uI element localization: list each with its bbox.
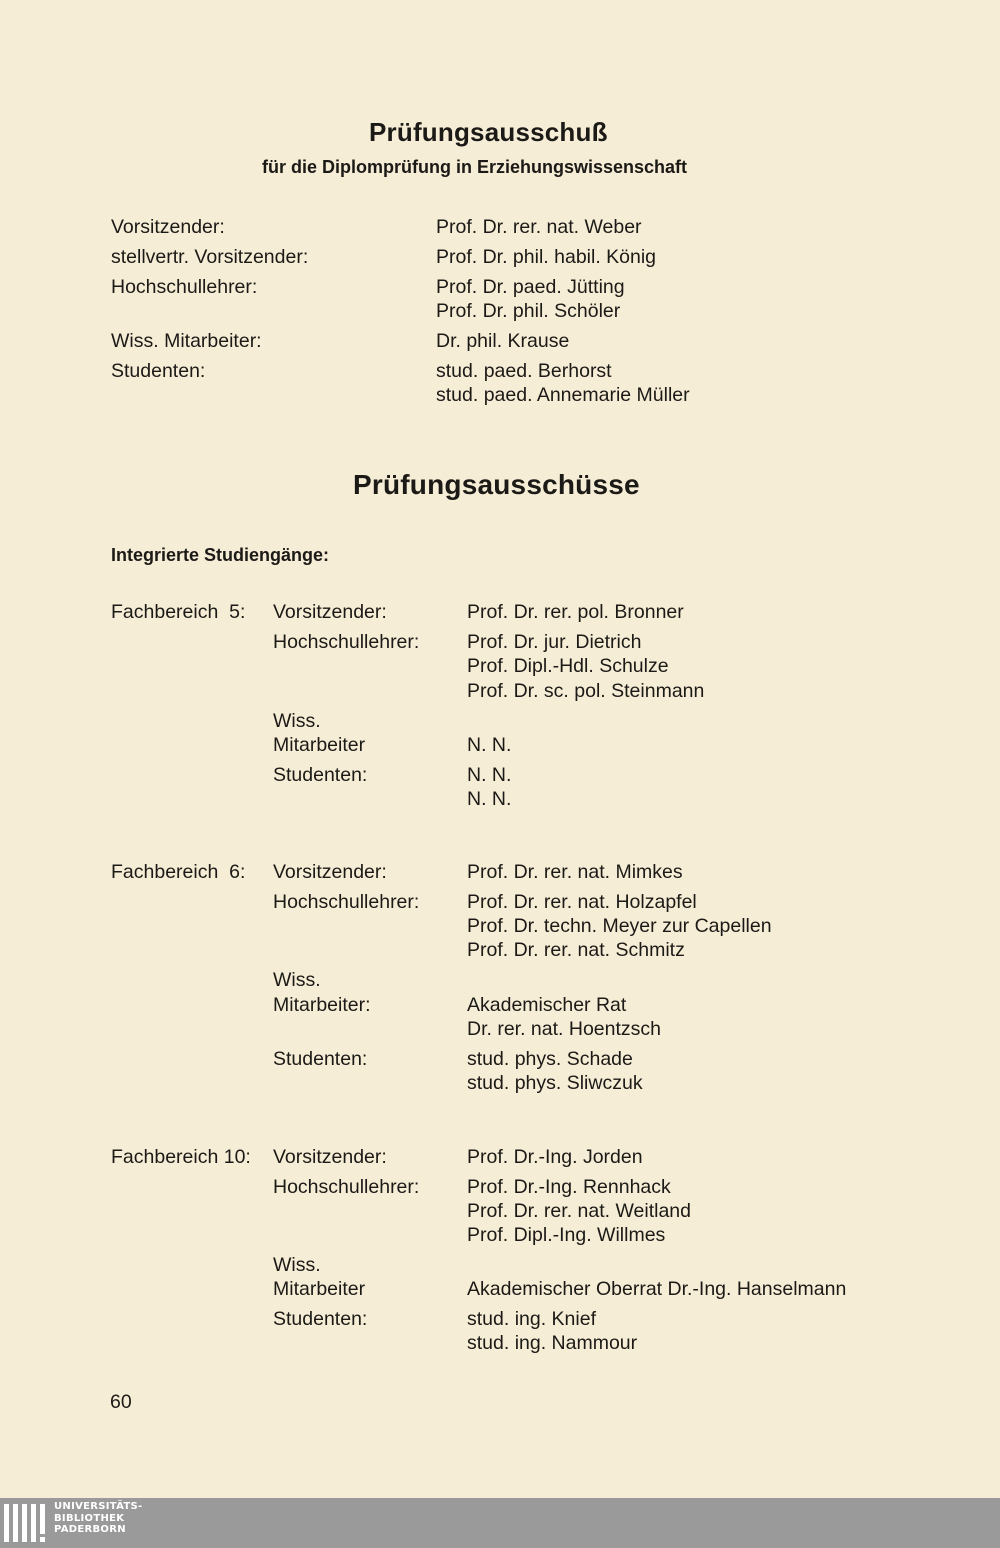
role-label: Studenten: [111,360,206,382]
committee-subtitle: für die Diplomprüfung in Erziehungswissenschaft [262,157,688,177]
role-label: Studenten: [273,1048,368,1070]
member-name: stud. paed. Berhorst [436,360,612,382]
member-name: Dr. phil. Krause [436,330,570,352]
role-label: Mitarbeiter: [273,994,371,1016]
role-label: Hochschullehrer: [273,891,420,913]
library-logo-icon [0,1498,52,1548]
committees-title: Prüfungsausschüsse [353,469,640,500]
member-name: stud. paed. Annemarie Müller [436,384,690,406]
role-label: Studenten: [273,1308,368,1330]
member-name: stud. ing. Knief [467,1308,596,1330]
section-label: Integrierte Studiengänge: [111,545,330,565]
page-number: 60 [110,1391,132,1413]
member-name: stud. phys. Schade [467,1048,633,1070]
member-name: Prof. Dr. phil. Schöler [436,300,621,322]
member-name: Prof. Dr. paed. Jütting [436,276,625,298]
department-label: Fachbereich 10: [111,1146,251,1168]
role-label: Wiss. Mitarbeiter: [111,330,262,352]
role-label: Vorsitzender: [273,601,387,623]
member-name: Prof. Dr. techn. Meyer zur Capellen [467,915,772,937]
role-label: Vorsitzender: [273,1146,387,1168]
role-label: Wiss. [273,1254,321,1276]
role-label: Wiss. [273,969,321,991]
role-label: Vorsitzender: [111,216,225,238]
role-label: Hochschullehrer: [273,1176,420,1198]
role-label: Studenten: [273,764,368,786]
member-name: Prof. Dipl.-Ing. Willmes [467,1224,666,1246]
committee-title: Prüfungsausschuß [369,117,608,147]
member-name: stud. ing. Nammour [467,1332,638,1354]
member-name: Prof. Dr. rer. nat. Mimkes [467,861,683,883]
role-label: Hochschullehrer: [273,631,420,653]
member-name: Prof. Dipl.-Hdl. Schulze [467,655,669,677]
member-name: Prof. Dr. rer. nat. Weitland [467,1200,691,1222]
member-name: N. N. [467,788,512,810]
member-name: N. N. [467,764,512,786]
member-name: Prof. Dr. jur. Dietrich [467,631,642,653]
department-label: Fachbereich 5: [111,601,246,623]
member-name: Prof. Dr. rer. pol. Bronner [467,601,684,623]
role-label: Hochschullehrer: [111,276,258,298]
member-name: Prof. Dr. rer. nat. Weber [436,216,642,238]
member-name: Prof. Dr. rer. nat. Schmitz [467,939,685,961]
role-label: Mitarbeiter [273,734,366,756]
role-label: Wiss. [273,710,321,732]
member-name: Akademischer Oberrat Dr.-Ing. Hanselmann [467,1278,847,1300]
member-name: Prof. Dr.-Ing. Rennhack [467,1176,671,1198]
member-name: Prof. Dr.-Ing. Jorden [467,1146,643,1168]
member-name: N. N. [467,734,512,756]
member-name: stud. phys. Sliwczuk [467,1072,643,1094]
department-label: Fachbereich 6: [111,861,246,883]
member-name: Prof. Dr. phil. habil. König [436,246,657,268]
role-label: stellvertr. Vorsitzender: [111,246,309,268]
member-name: Prof. Dr. sc. pol. Steinmann [467,680,705,702]
library-footer [0,1498,1000,1548]
library-logo-text: UNIVERSITÄTS- BIBLIOTHEK PADERBORN [54,1501,143,1535]
role-label: Mitarbeiter [273,1278,366,1300]
member-name: Dr. rer. nat. Hoentzsch [467,1018,662,1040]
member-name: Prof. Dr. rer. nat. Holzapfel [467,891,697,913]
member-name: Akademischer Rat [467,994,627,1016]
role-label: Vorsitzender: [273,861,387,883]
